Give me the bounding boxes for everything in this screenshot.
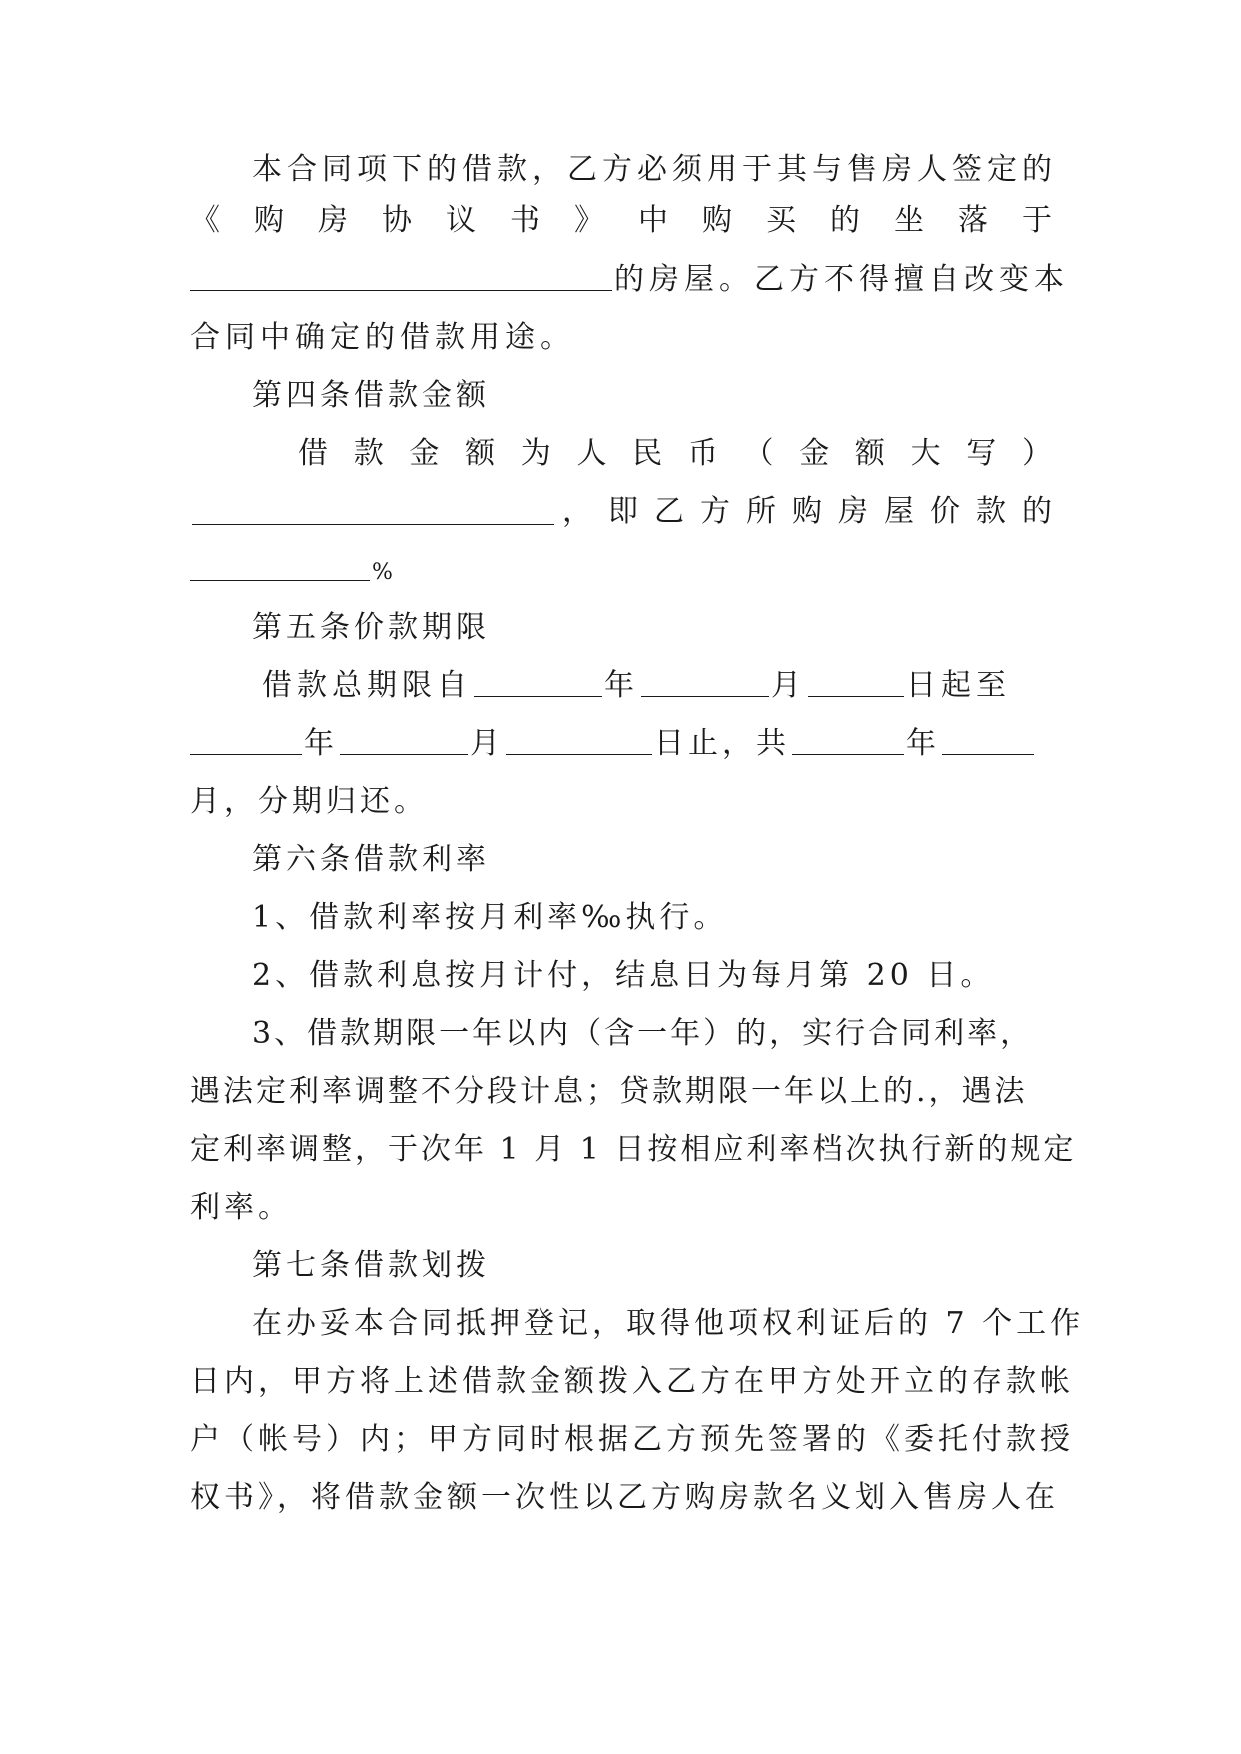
article-7-line-2: 日内，甲方将上述借款金额拨入乙方在甲方处开立的存款帐 <box>190 1364 1074 1399</box>
article-7-line-4: 权书》，将借款金额一次性以乙方购房款名义划入售房人在 <box>190 1480 1059 1515</box>
para-purpose-line-2: 《 购 房 协 议 书 》 中 购 买 的 坐 落 于 <box>190 203 1052 238</box>
article-5-line-2: 年 月 日止，共 年 <box>190 724 1052 764</box>
blank-percentage[interactable] <box>190 580 370 581</box>
article-6-item-3-line-3: 定利率调整，于次年 1 月 1 日按相应利率档次执行新的规定 <box>190 1132 1077 1167</box>
article-5-line-1: 借款总期限自 年 月 日起至 <box>262 668 1011 703</box>
blank-total-years[interactable] <box>792 754 904 755</box>
article-4-heading: 第四条借款金额 <box>252 378 490 413</box>
article-6-item-3-line-4: 利率。 <box>190 1190 292 1225</box>
blank-end-year[interactable] <box>190 754 302 755</box>
para-purpose-line-1: 本合同项下的借款，乙方必须用于其与售房人签定的 <box>252 152 1057 187</box>
article-4-line-2: ， 即 乙 方 所 购 房 屋 价 款 的 <box>190 492 1052 532</box>
article-7-heading: 第七条借款划拨 <box>252 1248 490 1283</box>
article-5-line-3: 月，分期归还。 <box>190 784 428 819</box>
article-4-line-3: % <box>190 550 1052 590</box>
article-7-line-3: 户（帐号）内；甲方同时根据乙方预先签署的《委托付款授 <box>190 1422 1074 1457</box>
article-5-heading: 第五条价款期限 <box>252 610 490 645</box>
article-6-item-3-line-1: 3、借款期限一年以内（含一年）的，实行合同利率， <box>252 1016 1034 1051</box>
blank-house-location[interactable] <box>190 290 612 291</box>
article-6-item-1: 1、借款利率按月利率‰执行。 <box>252 900 728 935</box>
article-6-heading: 第六条借款利率 <box>252 842 490 877</box>
article-6-item-2: 2、借款利息按月计付，结息日为每月第 20 日。 <box>252 958 995 993</box>
blank-end-day[interactable] <box>506 754 652 755</box>
para-purpose-line-3: 的房屋。乙方不得擅自改变本 <box>190 260 1052 300</box>
blank-amount-capital[interactable] <box>192 524 554 525</box>
article-4-line-1: 借 款 金 额 为 人 民 币 （ 金 额 大 写 ） <box>298 436 1052 471</box>
blank-end-month[interactable] <box>340 754 468 755</box>
article-7-line-1: 在办妥本合同抵押登记，取得他项权利证后的 7 个工作 <box>252 1306 1085 1341</box>
blank-start-year[interactable] <box>474 696 602 697</box>
blank-total-months[interactable] <box>942 754 1034 755</box>
article-6-item-3-line-2: 遇法定利率调整不分段计息；贷款期限一年以上的.，遇法 <box>190 1074 1028 1109</box>
blank-start-day[interactable] <box>808 696 904 697</box>
para-purpose-line-4: 合同中确定的借款用途。 <box>190 320 575 355</box>
blank-start-month[interactable] <box>641 696 769 697</box>
